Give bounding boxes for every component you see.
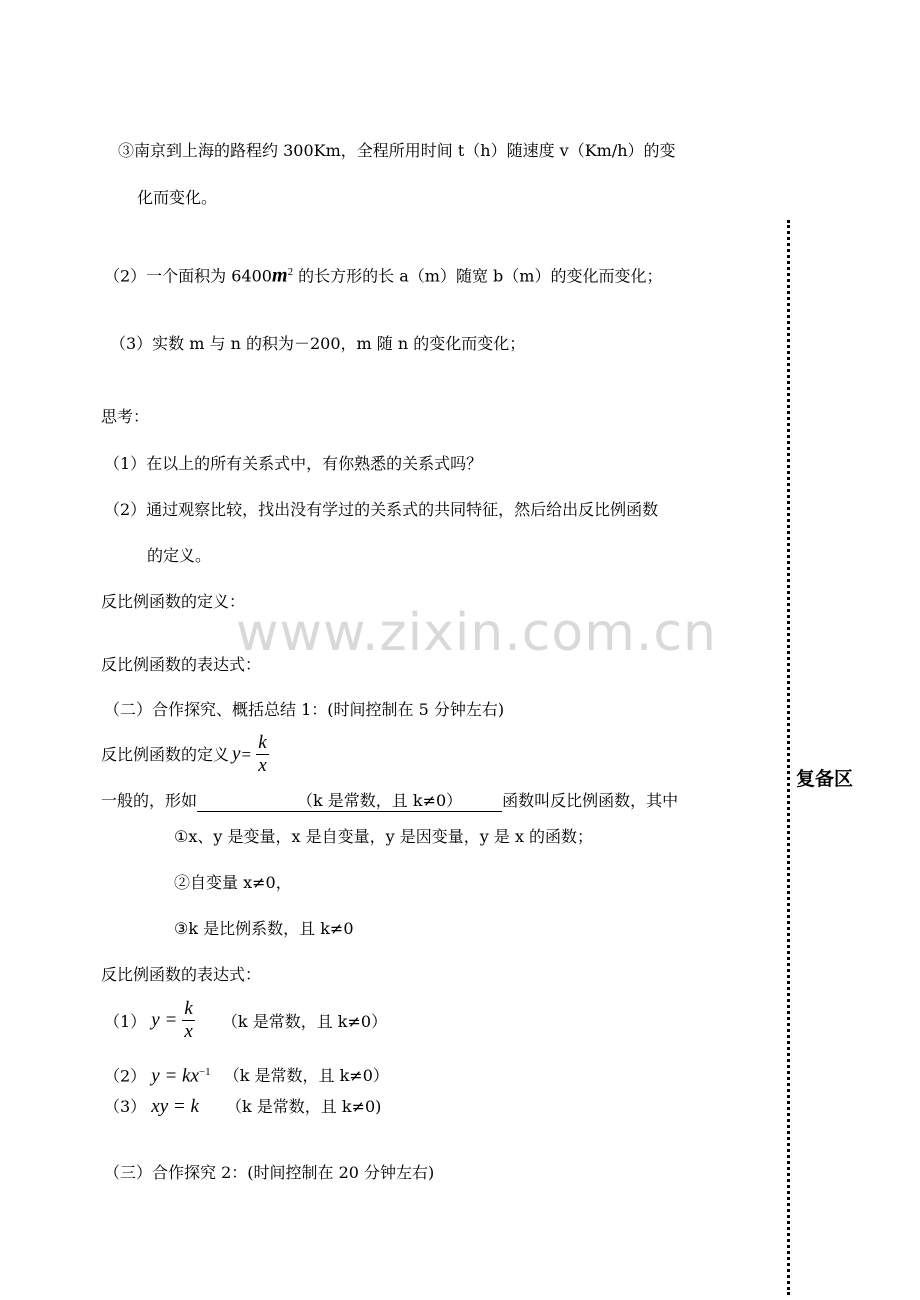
definition-label-2: 反比例函数的定义	[101, 745, 230, 764]
formula-3-number: （3）	[104, 1097, 147, 1116]
question-3: （3）实数 m 与 n 的积为－200，m 随 n 的变化而变化；	[110, 334, 526, 353]
formula-1-fraction	[182, 998, 194, 1043]
formula-3-lhs: xy = k	[151, 1096, 199, 1117]
sidebar-label: 复备区	[796, 768, 854, 790]
formula-denominator: x	[258, 755, 267, 776]
question-2-prefix: （2）一个面积为 6400	[104, 266, 272, 286]
cooperative-section-2: （三）合作探究 2：(时间控制在 20 分钟左右)	[104, 1163, 435, 1182]
definition-formula	[232, 732, 269, 777]
formula-1-lhs: y =	[151, 1009, 178, 1031]
expression-label-2: 反比例函数的表达式：	[101, 965, 262, 984]
blank-2	[462, 791, 502, 812]
formula-3-note: （k 是常数，且 k≠0)	[226, 1097, 382, 1116]
cooperative-section-1: （二）合作探究、概括总结 1：(时间控制在 5 分钟左右)	[104, 700, 505, 719]
formula-2-exponent: −1	[198, 1066, 211, 1078]
formula-1-denominator: x	[184, 1021, 193, 1042]
formula-equals: =	[241, 744, 252, 764]
question-2-suffix: 的长方形的长 a（m）随宽 b（m）的变化而变化；	[293, 266, 663, 286]
formula-numerator: k	[258, 732, 267, 753]
definition-label: 反比例函数的定义：	[101, 592, 246, 611]
formula-2	[104, 1062, 389, 1086]
formula-2-number: （2）	[104, 1066, 147, 1086]
question-2	[104, 262, 662, 286]
expression-label: 反比例函数的表达式：	[101, 655, 262, 674]
formula-fraction	[256, 732, 268, 777]
formula-1-note: （k 是常数，且 k≠0）	[221, 1012, 388, 1031]
sidebar-divider	[787, 220, 790, 1295]
formula-1-numerator: k	[184, 998, 193, 1019]
formula-3	[104, 1097, 381, 1117]
general-prefix: 一般的，形如	[101, 791, 198, 810]
formula-y: y	[232, 743, 241, 765]
area-unit-exponent: 2	[287, 266, 294, 278]
general-condition: （k 是常数，且 k≠0）	[297, 791, 463, 810]
formula-2-note: （k 是常数，且 k≠0）	[223, 1066, 389, 1086]
item-3-continuation: 化而变化。	[137, 188, 218, 207]
point-1: ①x、y 是变量，x 是自变量，y 是因变量，y 是 x 的函数；	[174, 827, 594, 846]
think-heading: 思考：	[101, 407, 150, 426]
formula-1	[104, 998, 387, 1043]
think-question-1: （1）在以上的所有关系式中，有你熟悉的关系式吗？	[104, 454, 483, 473]
think-question-2: （2）通过观察比较，找出没有学过的关系式的共同特征，然后给出反比例函数	[104, 500, 659, 519]
think-question-2-continuation: 的定义。	[147, 546, 212, 565]
item-3-text: ③南京到上海的路程约 300Km，全程所用时间 t（h）随速度 v（Km/h）的变	[118, 141, 676, 160]
point-2: ②自变量 x≠0，	[174, 873, 292, 892]
general-definition	[101, 791, 678, 812]
watermark: www.zixin.com.cn	[236, 603, 717, 663]
general-suffix: 函数叫反比例函数，其中	[502, 791, 679, 810]
formula-2-lhs: y = kx	[151, 1065, 199, 1087]
point-3: ③k 是比例系数，且 k≠0	[174, 919, 354, 938]
blank-1	[197, 791, 297, 812]
formula-1-number: （1）	[104, 1012, 147, 1031]
area-unit: m	[272, 264, 288, 287]
